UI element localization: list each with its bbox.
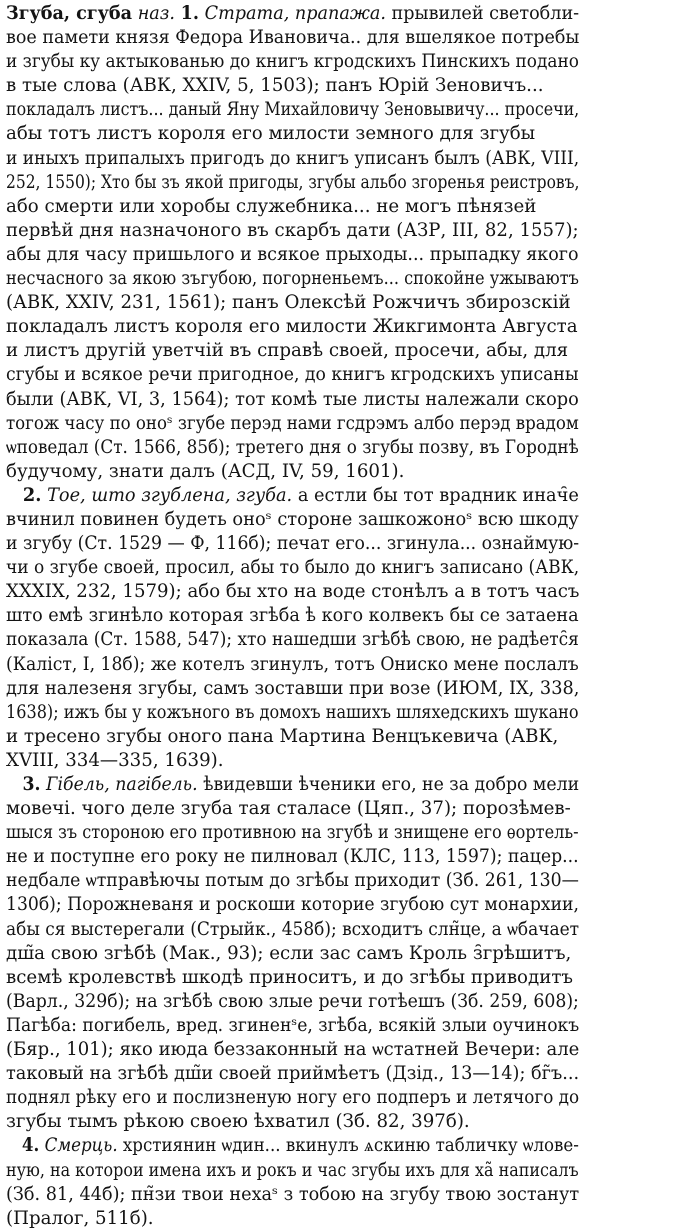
text-line: (АВК, XXIV, 231, 1561); панъ Олексѣй Рожчичъ збирозскій — [6, 292, 571, 314]
text-line: ѣвидевши ѣченики его, не за добро мели — [203, 774, 580, 795]
text-line: (Зб. 81, 44б); пн̃зи твои нехаˢ з тобою на згубу твою зостанут — [6, 1183, 580, 1205]
text-line: XVIII, 334—335, 1639). — [6, 749, 224, 771]
sense-3 — [6, 773, 579, 1134]
text-line: XXXIX, 232, 1579); або бы хто на воде стонѣлъ а в тотъ часъ — [6, 581, 580, 603]
sense-number: 2. — [22, 484, 42, 506]
text-line: таковый на згѣбѣ дш̃и своей приймѣетъ (Дзід., 13—14); бг̃ъ... — [6, 1063, 580, 1085]
text-line: абы тотъ листъ короля его милости земного для згубы — [6, 123, 536, 145]
text-line: (Пралог, 511б). — [6, 1207, 154, 1229]
sense-definition: Гібель, пагібель. — [46, 774, 198, 795]
text-line: абы ся выстерегали (Стрыйк., 458б); всходитъ слн̃це, а ѡбачает — [6, 918, 580, 940]
text-line: и згубу (Ст. 1529 — Ф, 116б); печат его... згинула... ознаймую- — [6, 533, 580, 555]
text-line: прывилей светобли- — [391, 3, 580, 24]
text-line: што емѣ згинѣло которая згѣба ѣ кого колвекъ бы се затаена — [6, 605, 579, 627]
text-line: хрстиянин ѡдин... вкинулъ ѧскиню табличку ѡлове- — [122, 1135, 579, 1157]
text-line: покладалъ листъ... даный Яну Михайловичу Зеновывичу... просечи, — [6, 99, 580, 121]
text-line: несчасного за якою зъгубою, погорненьемъ... спокойне ужываютъ — [6, 268, 579, 290]
text-line: 1638); ижъ бы у кожъного въ домохъ нашихъ шляхедскихъ шукано — [6, 701, 579, 723]
text-line: мовечі. чого деле згуба тая сталасе (Цяп., 37); порозѣмев- — [6, 798, 571, 820]
text-line: (Варл., 329б); на згѣбѣ свою злые речи готѣешъ (Зб. 259, 608); — [6, 990, 579, 1012]
text-line: чи о згубе своей, просил, абы то было до книгъ записано (АВК, — [6, 557, 580, 579]
sense-number: 1. — [180, 3, 199, 24]
text-line: поднял рѣку его и послизненую ногу его подперъ и летячого до — [6, 1087, 580, 1109]
text-line: и тресено згубы оного пана Мартина Венцъкевича (АВК, — [6, 725, 559, 747]
text-line: Пагѣба: погибель, вред. згиненˢе, згѣба, всякій злыи оучинокъ — [6, 1014, 580, 1036]
text-line: а естли бы тот врадник инач̑е — [297, 484, 579, 506]
text-line: ѡповедал (Ст. 1566, 85б); третего дня о згубы позву, въ Городнѣ — [6, 436, 579, 458]
text-line: абы для часу пришьлого и всякое прыходы... прыпадку якого — [6, 243, 579, 265]
sense-1 — [6, 2, 579, 484]
sense-4 — [6, 1134, 579, 1230]
text-line: для налезеня згубы, самъ зоставши при возе (ИЮМ, IX, 338, — [6, 677, 580, 699]
text-line: 130б); Порожневаня и роскоши которие згубою сут монархии, — [6, 894, 579, 916]
grammar-tag: наз. — [137, 3, 175, 24]
text-line: и листъ другій уветчій въ справѣ своей, просечи, абы, для — [6, 340, 569, 362]
text-line: (Каліст, I, 18б); же котелъ згинулъ, тотъ Ониско мене послалъ — [6, 653, 579, 675]
sense-definition: Страта, прапажа. — [204, 3, 386, 24]
text-line: первѣй дня назначоного въ скарбъ дати (АЗР, III, 82, 1557); — [6, 219, 579, 241]
sense-2 — [6, 484, 579, 773]
text-line: або смерти или хоробы служебника... не могъ пѣнязей — [6, 195, 537, 217]
text-line: показала (Ст. 1588, 547); хто нашедши згѣбѣ свою, не радѣетс̑я — [6, 629, 579, 651]
text-line: покладалъ листъ короля его милости Жикгимонта Августа — [6, 316, 578, 338]
text-line: будучому, знати далъ (АСД, IV, 59, 1601). — [6, 460, 405, 482]
sense-definition: Смерць. — [44, 1135, 118, 1157]
text-line: недбале ѡтправѣючы потым до згѣбы приходит (Зб. 261, 130— — [6, 870, 579, 892]
sense-number: 4. — [21, 1135, 40, 1157]
text-line: были (АВК, VI, 3, 1564); тот комѣ тые листы належали скоро — [6, 388, 579, 410]
text-line: и згубы ку актыкованью до книгъ кгродскихъ Пинскихъ подано — [6, 51, 579, 73]
text-line: шыся зъ стороною его противною на згубѣ и знищене его ѳортель- — [6, 822, 579, 844]
headword: Згуба, сгуба — [6, 3, 133, 24]
text-line: 252, 1550); Хто бы зъ якой пригоды, згубы альбо згоренья реистровъ, — [6, 171, 580, 193]
text-line: не и поступне его року не пилновал (КЛС, 113, 1597); пацер... — [6, 846, 579, 868]
text-line: всемѣ кролевствѣ шкодѣ приноситъ, и до згѣбы приводитъ — [6, 966, 573, 988]
text-line: тогож часу по оноˢ згубе перэд нами гсдрэмъ албо перэд врадом — [6, 412, 579, 434]
text-line: в тые слова (АВК, XXIV, 5, 1503); панъ Юрій Зеновичъ... — [6, 75, 544, 97]
text-line: сгубы и всякое речи пригодное, до книгъ кгродскихъ уписаны — [6, 364, 579, 386]
text-line: (Бяр., 101); яко июда беззаконный на ѡстатней Вечери: але — [6, 1039, 580, 1061]
text-line: дш̃а свою згѣбѣ (Мак., 93); если зас самъ Кроль з̑грѣшитъ, — [6, 942, 572, 964]
text-line: и иныхъ припалыхъ пригодъ до книгъ уписанъ былъ (АВК, VIII, — [6, 147, 580, 169]
text-line: згубы тымъ рѣкою своею ѣхватил (Зб. 82, 397б). — [6, 1111, 470, 1133]
sense-number: 3. — [22, 774, 41, 795]
sense-definition: Тое, што згублена, згуба. — [47, 484, 293, 506]
text-line: ную, на которои имена ихъ и рокъ и час згубы ихъ для ха̃ написалъ — [6, 1159, 579, 1181]
text-line: вое памети князя Федора Ивановича.. для вшелякое потребы — [6, 27, 580, 49]
text-line: вчинил повинен будеть оноˢ стороне зашкожоноˢ всю шкоду — [6, 508, 579, 530]
